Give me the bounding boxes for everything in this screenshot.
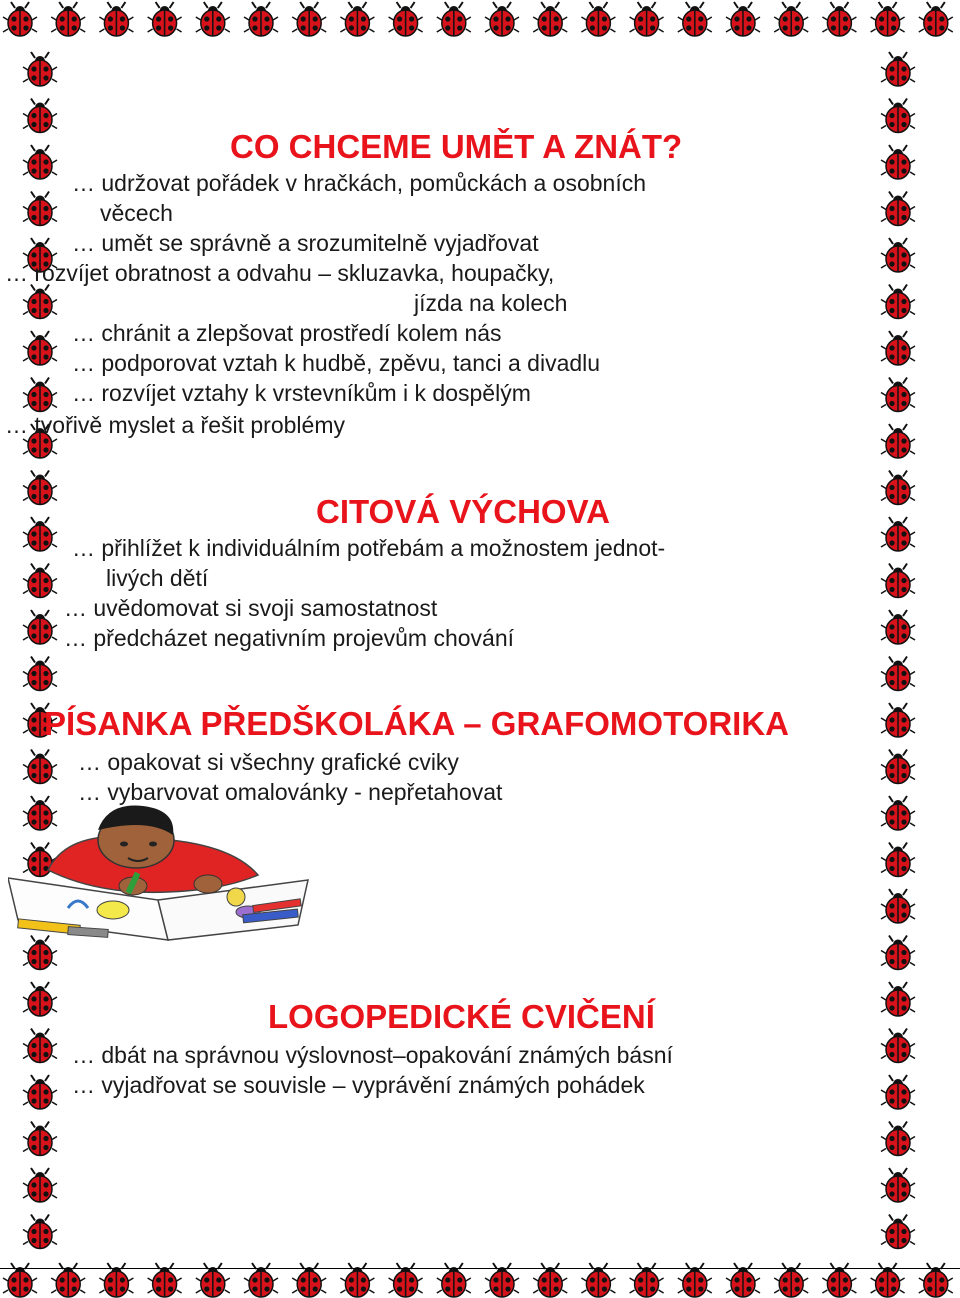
ladybug-icon xyxy=(23,610,57,644)
text-line: … dbát na správnou výslovnost–opakování známých básní xyxy=(72,1042,673,1068)
ladybug-icon xyxy=(23,192,57,226)
ladybug-icon xyxy=(23,1029,57,1063)
ladybug-icon xyxy=(881,1168,915,1202)
ladybug-icon xyxy=(485,2,519,36)
ladybug-icon xyxy=(389,2,423,36)
text-line: … umět se správně a srozumitelně vyjadřovat xyxy=(72,230,539,256)
ladybug-icon xyxy=(881,796,915,830)
ladybug-icon xyxy=(196,2,230,36)
ladybug-icon xyxy=(23,564,57,598)
ladybug-icon xyxy=(23,1215,57,1249)
heading-logopedicke: LOGOPEDICKÉ CVIČENÍ xyxy=(268,998,655,1035)
ladybug-icon xyxy=(881,145,915,179)
ladybug-icon xyxy=(881,564,915,598)
heading-citova-vychova: CITOVÁ VÝCHOVA xyxy=(316,493,610,530)
ladybug-icon xyxy=(23,378,57,412)
ladybug-icon xyxy=(23,982,57,1016)
ladybug-icon xyxy=(881,982,915,1016)
ladybug-icon xyxy=(23,145,57,179)
text-line: … předcházet negativním projevům chování xyxy=(64,625,515,651)
ladybug-icon xyxy=(630,2,664,36)
ladybug-icon xyxy=(881,517,915,551)
ladybug-icon xyxy=(881,703,915,737)
text-line: … uvědomovat si svoji samostatnost xyxy=(64,595,438,621)
ladybug-icon xyxy=(292,2,326,36)
text-line: … rozvíjet vztahy k vrstevníkům i k dospělým xyxy=(72,380,531,406)
ladybug-icon xyxy=(881,424,915,458)
ladybug-icon xyxy=(881,610,915,644)
ladybug-icon xyxy=(881,378,915,412)
ladybug-icon xyxy=(881,657,915,691)
ladybug-icon xyxy=(881,238,915,272)
ladybug-icon xyxy=(881,750,915,784)
ladybug-icon xyxy=(774,2,808,36)
ladybug-icon xyxy=(881,1215,915,1249)
ladybug-icon xyxy=(23,471,57,505)
ladybug-icon xyxy=(678,2,712,36)
heading-co-chceme: CO CHCEME UMĚT A ZNÁT? xyxy=(230,128,683,165)
ladybug-icon xyxy=(881,889,915,923)
bottom-rule xyxy=(0,1268,960,1269)
ladybug-icon xyxy=(881,936,915,970)
text-line: … vyjadřovat se souvisle – vyprávění známých pohádek xyxy=(72,1072,645,1098)
text-line: … podporovat vztah k hudbě, zpěvu, tanci a divadlu xyxy=(72,350,601,376)
ladybug-icon xyxy=(726,2,760,36)
ladybug-icon xyxy=(533,2,567,36)
text-line: jízda na kolech xyxy=(414,290,568,316)
ladybug-icon xyxy=(881,331,915,365)
ladybug-icon xyxy=(23,52,57,86)
ladybug-icon xyxy=(23,1168,57,1202)
ladybug-icon xyxy=(148,2,182,36)
text-line: … tvořivě myslet a řešit problémy xyxy=(5,412,345,438)
ladybug-icon xyxy=(881,99,915,133)
ladybug-icon xyxy=(437,2,471,36)
ladybug-icon xyxy=(51,2,85,36)
ladybug-icon xyxy=(23,1122,57,1156)
text-line: … přihlížet k individuálním potřebám a možnostem jednot- xyxy=(72,535,666,561)
ladybug-icon xyxy=(23,331,57,365)
ladybug-icon xyxy=(23,1075,57,1109)
heading-pisanka: PÍSANKA PŘEDŠKOLÁKA – GRAFOMOTORIKA xyxy=(44,705,789,742)
ladybug-icon xyxy=(23,750,57,784)
ladybug-icon xyxy=(23,517,57,551)
text-line: livých dětí xyxy=(106,565,209,591)
ladybug-icon xyxy=(881,192,915,226)
child-drawing-illustration xyxy=(8,800,318,950)
ladybug-icon xyxy=(23,99,57,133)
text-line: … vybarvovat omalovánky - nepřetahovat xyxy=(78,779,503,805)
ladybug-icon xyxy=(881,843,915,877)
text-line: … rozvíjet obratnost a odvahu – skluzavka, houpačky, xyxy=(5,260,555,286)
ladybug-icon xyxy=(822,2,856,36)
ladybug-icon xyxy=(3,2,37,36)
ladybug-icon xyxy=(23,285,57,319)
text-line: … opakovat si všechny grafické cviky xyxy=(78,749,459,775)
ladybug-icon xyxy=(881,471,915,505)
ladybug-icon xyxy=(340,2,374,36)
text-line: věcech xyxy=(100,200,173,226)
ladybug-icon xyxy=(871,2,905,36)
ladybug-icon xyxy=(881,1029,915,1063)
ladybug-icon xyxy=(581,2,615,36)
ladybug-icon xyxy=(99,2,133,36)
text-line: … udržovat pořádek v hračkách, pomůckách a osobních xyxy=(72,170,647,196)
ladybug-icon xyxy=(244,2,278,36)
ladybug-icon xyxy=(881,1075,915,1109)
ladybug-icon xyxy=(919,2,953,36)
ladybug-icon xyxy=(881,52,915,86)
text-line: … chránit a zlepšovat prostředí kolem nás xyxy=(72,320,502,346)
ladybug-icon xyxy=(23,657,57,691)
ladybug-icon xyxy=(881,285,915,319)
ladybug-icon xyxy=(881,1122,915,1156)
